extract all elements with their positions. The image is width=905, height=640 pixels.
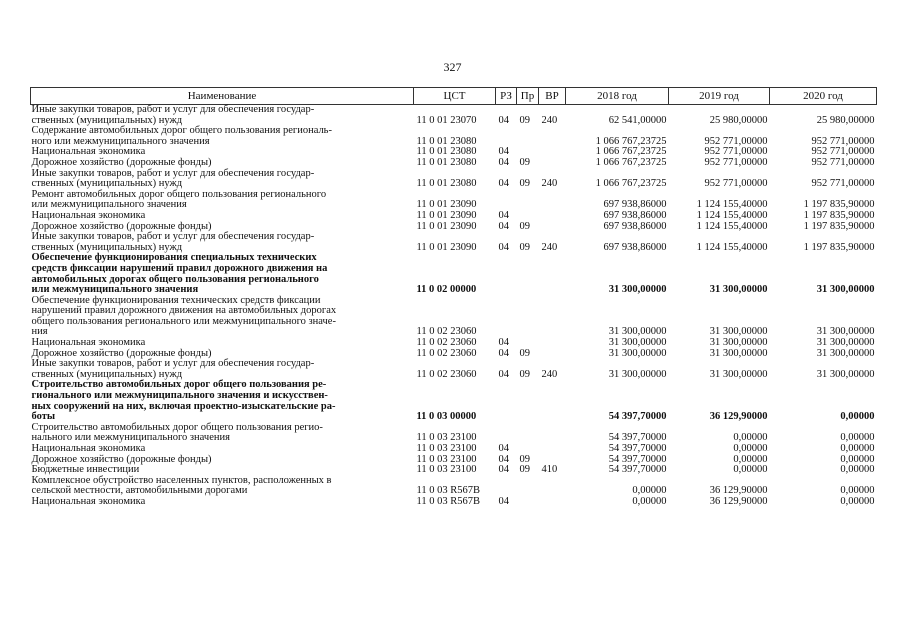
table-row: [31, 497, 877, 508]
cell-pr: [517, 380, 539, 422]
cell-2018: 54 397,70000: [608, 464, 667, 476]
cell-cst: 11 0 02 23060: [416, 337, 477, 349]
cell-2018: 697 938,86000: [603, 199, 667, 211]
cell-2020: 1 197 835,90000: [803, 241, 875, 253]
cell-vr: [539, 190, 566, 211]
cell-name-line: или межмуниципального значения: [31, 199, 187, 211]
cell-name-line: гионального или межмуниципального значения и искусствен-: [31, 390, 328, 402]
cell-rz: [496, 190, 517, 211]
cell-cst: 11 0 03 00000: [416, 411, 477, 423]
cell-2018: 31 300,00000: [608, 337, 667, 349]
cell-pr: 09: [519, 464, 530, 476]
cell-name: [31, 423, 414, 444]
cell-2019: 1 124 155,40000: [696, 199, 768, 211]
cell-vr: [539, 497, 566, 508]
table-row: [31, 190, 877, 211]
cell-name-line: нарушений правил дорожного движения на автомобильных дорогах: [31, 305, 337, 317]
cell-2020: 31 300,00000: [816, 347, 875, 359]
table-header-row: [31, 88, 877, 105]
cell-name-line: общего пользования регионального или межмуниципального значе-: [31, 315, 336, 327]
cell-vr: 240: [541, 114, 558, 126]
cell-rz: 04: [498, 241, 509, 253]
cell-cst: 11 0 01 23090: [416, 220, 477, 232]
cell-name-line: ственных (муниципальных) нужд: [31, 241, 183, 253]
header-2019: 2019 год: [669, 88, 770, 105]
cell-name-line: автомобильных дорогах общего пользования регионального: [31, 273, 319, 285]
cell-2018: 1 066 767,23725: [595, 178, 667, 190]
cell-pr: [517, 253, 539, 295]
cell-name: [31, 232, 414, 253]
cell-2019: 952 771,00000: [704, 156, 768, 168]
cell-2018: 54 397,70000: [608, 432, 667, 444]
cell-2018: 697 938,86000: [603, 241, 667, 253]
table-row: [31, 169, 877, 190]
cell-name-line: боты: [31, 411, 56, 423]
cell-2019: 36 129,90000: [709, 411, 768, 423]
cell-name-line: Обеспечение функционирования специальных технических: [31, 252, 317, 264]
cell-cst: 11 0 02 23060: [416, 368, 477, 380]
header-pr: Пр: [517, 88, 539, 105]
cell-cst: 11 0 02 23060: [416, 326, 477, 338]
cell-name-line: Национальная экономика: [31, 495, 146, 507]
cell-pr: 09: [519, 220, 530, 232]
cell-vr: [539, 222, 566, 233]
cell-pr: [517, 190, 539, 211]
page-number: 327: [443, 60, 462, 74]
cell-cst: 11 0 03 23100: [416, 432, 477, 444]
cell-cst: 11 0 01 23080: [416, 156, 477, 168]
cell-2019: 1 124 155,40000: [696, 220, 768, 232]
cell-cst: 11 0 03 23100: [416, 453, 477, 465]
cell-cst: 11 0 03 23100: [416, 443, 477, 454]
cell-2018: 31 300,00000: [608, 347, 667, 359]
cell-2019: 0,00000: [733, 453, 768, 465]
cell-rz: [496, 476, 517, 497]
cell-2019: 36 129,90000: [709, 485, 768, 497]
budget-table: [30, 87, 877, 508]
cell-2020: 31 300,00000: [816, 284, 875, 296]
cell-vr: 410: [541, 464, 558, 476]
cell-name-line: Содержание автомобильных дорог общего пользования региональ-: [31, 125, 332, 137]
cell-pr: 09: [519, 241, 530, 253]
cell-rz: [496, 296, 517, 338]
table-row: [31, 359, 877, 380]
cell-name-line: Иные закупки товаров, работ и услуг для обеспечения государ-: [31, 358, 315, 370]
cell-rz: 04: [498, 209, 509, 221]
cell-2019: 952 771,00000: [704, 135, 768, 147]
cell-2020: 0,00000: [840, 443, 875, 454]
cell-name-line: Дорожное хозяйство (дорожные фонды): [31, 347, 212, 359]
cell-vr: [539, 211, 566, 222]
cell-2019: 31 300,00000: [709, 326, 768, 338]
cell-pr: [517, 126, 539, 147]
cell-name: [31, 359, 414, 380]
cell-2018: 31 300,00000: [608, 326, 667, 338]
cell-rz: 04: [498, 495, 509, 507]
cell-rz: 04: [498, 114, 509, 126]
cell-rz: 04: [498, 220, 509, 232]
cell-2020: 31 300,00000: [816, 368, 875, 380]
cell-2019: 1 124 155,40000: [696, 241, 768, 253]
cell-pr: [517, 211, 539, 222]
cell-name-line: Бюджетные инвестиции: [31, 464, 140, 476]
cell-pr: [517, 476, 539, 497]
cell-name-line: Обеспечение функционирования технических средств фиксации: [31, 294, 321, 306]
cell-cst: 11 0 01 23090: [416, 241, 477, 253]
cell-cst: 11 0 03 R567B: [416, 485, 480, 497]
header-name: Наименование: [31, 88, 414, 105]
cell-rz: [496, 253, 517, 295]
cell-2018: 62 541,00000: [608, 114, 667, 126]
cell-name-line: ного или межмуниципального значения: [31, 135, 210, 147]
cell-2019: 25 980,00000: [709, 114, 768, 126]
cell-name-line: Комплексное обустройство населенных пунктов, расположенных в: [31, 474, 332, 486]
cell-2018: 31 300,00000: [608, 368, 667, 380]
cell-rz: 04: [498, 443, 509, 454]
cell-2020: 25 980,00000: [816, 114, 875, 126]
cell-2019: 31 300,00000: [709, 284, 768, 296]
cell-rz: [496, 380, 517, 422]
cell-2018: 54 397,70000: [608, 453, 667, 465]
cell-2020: 0,00000: [840, 495, 875, 507]
header-cst: ЦСТ: [414, 88, 496, 105]
cell-name: [31, 126, 414, 147]
cell-pr: 09: [519, 368, 530, 380]
cell-vr: [539, 126, 566, 147]
cell-2018: 1 066 767,23725: [595, 135, 667, 147]
cell-name-line: Национальная экономика: [31, 443, 146, 454]
cell-pr: [517, 497, 539, 508]
cell-vr: [539, 349, 566, 360]
cell-name-line: ственных (муниципальных) нужд: [31, 178, 183, 190]
cell-vr: 240: [541, 178, 558, 190]
cell-2020: 31 300,00000: [816, 326, 875, 338]
cell-name-line: нального или межмуниципального значения: [31, 432, 230, 444]
cell-2020: 952 771,00000: [811, 135, 875, 147]
cell-name-line: или межмуниципального значения: [31, 284, 199, 296]
cell-2018: 697 938,86000: [603, 220, 667, 232]
cell-2018: 697 938,86000: [603, 209, 667, 221]
cell-rz: 04: [498, 368, 509, 380]
cell-name: [31, 105, 414, 127]
cell-pr: 09: [519, 453, 530, 465]
table-row: [31, 296, 877, 338]
cell-2018: 1 066 767,23725: [595, 146, 667, 158]
cell-2019: 31 300,00000: [709, 347, 768, 359]
cell-name: [31, 190, 414, 211]
cell-name-line: Строительство автомобильных дорог общего пользования ре-: [31, 379, 327, 391]
cell-2018: 31 300,00000: [608, 284, 667, 296]
cell-2019: 952 771,00000: [704, 146, 768, 158]
cell-name-line: Национальная экономика: [31, 209, 146, 221]
cell-2018: 54 397,70000: [608, 443, 667, 454]
cell-vr: [539, 253, 566, 295]
cell-pr: [517, 423, 539, 444]
cell-name: [31, 497, 414, 508]
cell-cst: 11 0 02 23060: [416, 347, 477, 359]
cell-vr: [539, 380, 566, 422]
cell-2020: 0,00000: [840, 485, 875, 497]
table-row: [31, 126, 877, 147]
cell-name: [31, 380, 414, 422]
cell-pr: 09: [519, 114, 530, 126]
cell-cst: 11 0 01 23080: [416, 146, 477, 158]
cell-name: [31, 169, 414, 190]
cell-name-line: Иные закупки товаров, работ и услуг для обеспечения государ-: [31, 167, 315, 179]
cell-2019: 31 300,00000: [709, 368, 768, 380]
cell-2019: 0,00000: [733, 464, 768, 476]
cell-2020: 0,00000: [840, 411, 875, 423]
cell-name-line: Национальная экономика: [31, 146, 146, 158]
cell-cst: 11 0 01 23080: [416, 135, 477, 147]
cell-name-line: средств фиксации нарушений правил дорожного движения на: [31, 262, 328, 274]
cell-cst: 11 0 01 23090: [416, 209, 477, 221]
cell-vr: [539, 476, 566, 497]
cell-rz: 04: [498, 337, 509, 349]
cell-2020: 1 197 835,90000: [803, 220, 875, 232]
cell-vr: [539, 296, 566, 338]
cell-name-line: Иные закупки товаров, работ и услуг для обеспечения государ-: [31, 231, 315, 243]
cell-2018: 54 397,70000: [608, 411, 667, 423]
cell-name-line: Иные закупки товаров, работ и услуг для обеспечения государ-: [31, 104, 315, 115]
cell-vr: [539, 444, 566, 455]
table-row: [31, 476, 877, 497]
cell-cst: 11 0 02 00000: [416, 284, 477, 296]
cell-name-line: Ремонт автомобильных дорог общего пользования регионального: [31, 188, 327, 200]
cell-vr: [539, 338, 566, 349]
cell-2020: 0,00000: [840, 464, 875, 476]
cell-vr: 240: [541, 241, 558, 253]
header-vr: ВР: [539, 88, 566, 105]
cell-pr: 09: [519, 178, 530, 190]
table-row: [31, 232, 877, 253]
cell-2020: 0,00000: [840, 432, 875, 444]
cell-rz: 04: [498, 178, 509, 190]
cell-pr: [517, 444, 539, 455]
cell-rz: 04: [498, 347, 509, 359]
cell-2020: 1 197 835,90000: [803, 199, 875, 211]
cell-2019: 31 300,00000: [709, 337, 768, 349]
cell-name: [31, 296, 414, 338]
cell-cst: 11 0 01 23080: [416, 178, 477, 190]
cell-name-line: ственных (муниципальных) нужд: [31, 368, 183, 380]
cell-pr: 09: [519, 347, 530, 359]
cell-name-line: сельской местности, автомобильными дорогами: [31, 485, 248, 497]
cell-rz: 04: [498, 156, 509, 168]
cell-2019: 1 124 155,40000: [696, 209, 768, 221]
cell-2020: 31 300,00000: [816, 337, 875, 349]
cell-cst: 11 0 01 23070: [416, 114, 477, 126]
header-2020: 2020 год: [770, 88, 877, 105]
cell-rz: [496, 423, 517, 444]
cell-cst: 11 0 03 23100: [416, 464, 477, 476]
cell-rz: 04: [498, 464, 509, 476]
cell-rz: 04: [498, 146, 509, 158]
cell-2020: 0,00000: [840, 453, 875, 465]
cell-cst: 11 0 01 23090: [416, 199, 477, 211]
cell-rz: [496, 126, 517, 147]
cell-2020: 952 771,00000: [811, 178, 875, 190]
cell-vr: [539, 423, 566, 444]
table-body: [31, 105, 877, 508]
cell-name: [31, 476, 414, 497]
cell-name-line: ния: [31, 326, 48, 338]
table-row: [31, 423, 877, 444]
cell-2020: 1 197 835,90000: [803, 209, 875, 221]
cell-name-line: Дорожное хозяйство (дорожные фонды): [31, 156, 212, 168]
cell-2019: 36 129,90000: [709, 495, 768, 507]
cell-rz: 04: [498, 453, 509, 465]
cell-2018: 0,00000: [632, 495, 667, 507]
table-row: [31, 105, 877, 127]
cell-vr: [539, 158, 566, 169]
cell-name-line: ных сооружений на них, включая проектно-изыскательские ра-: [31, 400, 336, 412]
cell-pr: [517, 296, 539, 338]
cell-2019: 0,00000: [733, 443, 768, 454]
cell-name-line: Дорожное хозяйство (дорожные фонды): [31, 453, 212, 465]
cell-name: [31, 253, 414, 295]
cell-name-line: ственных (муниципальных) нужд: [31, 114, 183, 126]
cell-2019: 0,00000: [733, 432, 768, 444]
cell-2020: 952 771,00000: [811, 146, 875, 158]
table-row: [31, 253, 877, 295]
cell-2018: 0,00000: [632, 485, 667, 497]
cell-2020: 952 771,00000: [811, 156, 875, 168]
cell-name-line: Национальная экономика: [31, 337, 146, 349]
cell-vr: [539, 147, 566, 158]
cell-2018: 1 066 767,23725: [595, 156, 667, 168]
cell-2019: 952 771,00000: [704, 178, 768, 190]
cell-pr: 09: [519, 156, 530, 168]
cell-name-line: Дорожное хозяйство (дорожные фонды): [31, 220, 212, 232]
header-rz: РЗ: [496, 88, 517, 105]
cell-name-line: Строительство автомобильных дорог общего пользования регио-: [31, 421, 323, 433]
cell-cst: 11 0 03 R567B: [416, 495, 480, 507]
header-2018: 2018 год: [566, 88, 669, 105]
cell-vr: 240: [541, 368, 558, 380]
table-row: [31, 380, 877, 422]
